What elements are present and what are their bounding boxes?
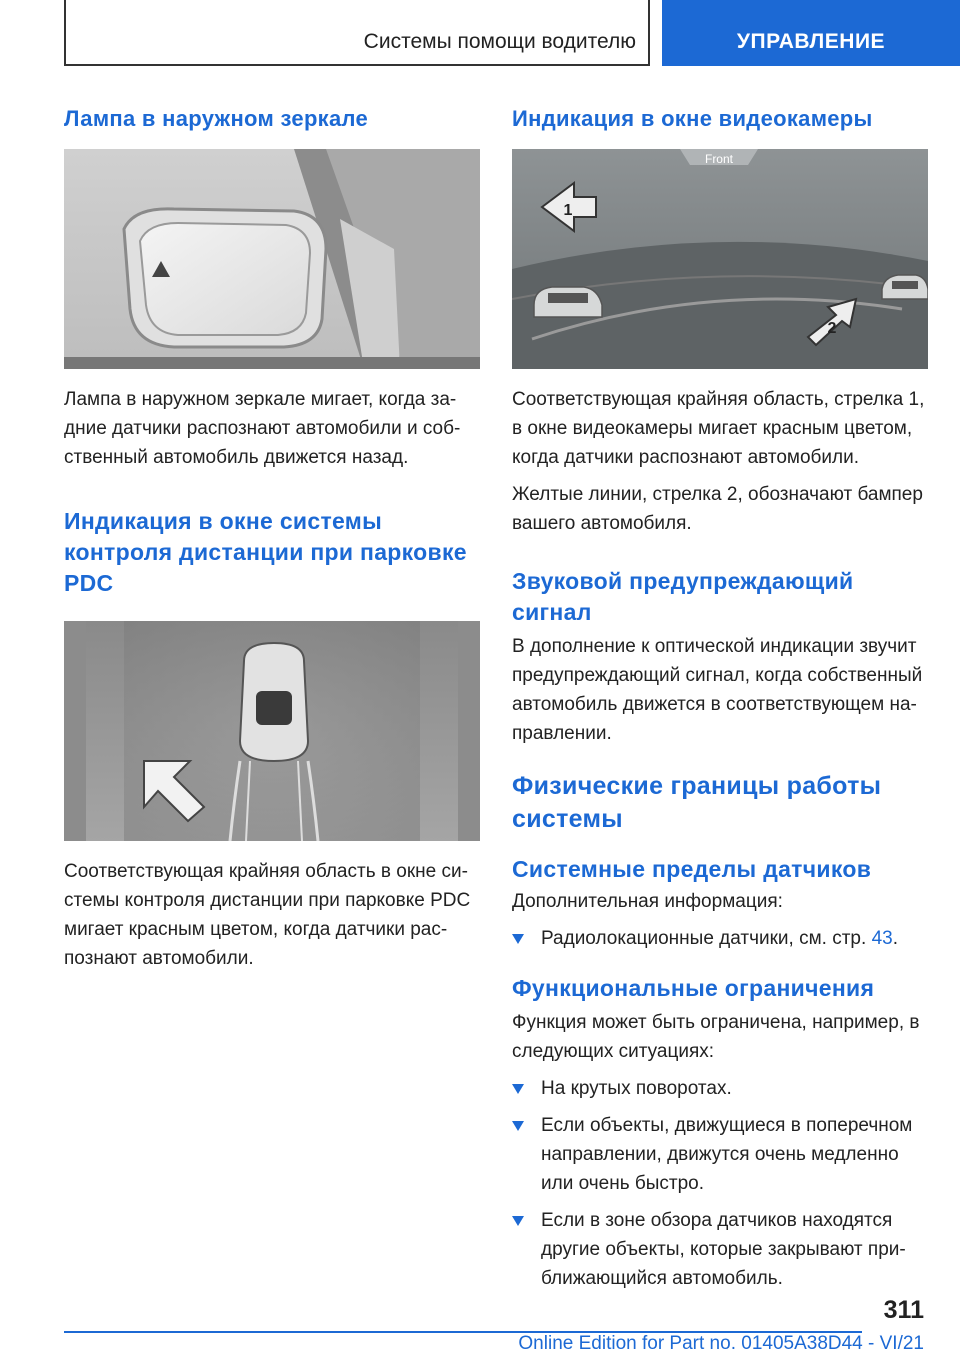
bullet-triangle-icon (512, 1084, 524, 1094)
func-list (512, 1074, 928, 1293)
para-pdc: Соответствующая крайняя область в окне си-стемы контроля дистанции при парковке PDC мигает красным цветом, когда датчики рас-познают автомобили. (64, 861, 471, 969)
camera-arrow-2-label: 2 (827, 320, 837, 337)
heading-sensors: Системные пределы датчиков (512, 856, 872, 882)
figure-mirror (64, 149, 480, 369)
camera-arrow-1-label: 1 (563, 202, 573, 219)
heading-camera: Индикация в окне видеокамеры (512, 106, 873, 131)
page-number: 311 (883, 1296, 924, 1324)
figure-camera (512, 149, 928, 369)
footer-edition: Online Edition for Part no. 01405A38D44 - VI/21 (518, 1333, 924, 1354)
para-sound: В дополнение к оптической индикации звучит предупреждающий сигнал, когда собственный автомобиль движется в соответствующем на-правлении. (512, 636, 923, 744)
heading-pdc: Индикация в окне системы контроля дистанции при парковке PDC (64, 508, 467, 596)
list-item-radar: Радиолокационные датчики, см. стр. 43. (512, 924, 928, 953)
header-section-title: Системы помощи водителю (363, 30, 636, 53)
heading-mirror-lamp: Лампа в наружном зеркале (64, 106, 369, 131)
left-column (64, 100, 480, 973)
page-header (0, 0, 960, 66)
right-column (512, 100, 928, 1293)
camera-front-label: Front (704, 152, 734, 166)
list-item: Если объекты, движущиеся в поперечном направлении, движутся очень медленно или очень быстро. (512, 1111, 928, 1198)
figure-pdc (64, 621, 480, 841)
list-item: На крутых поворотах. (512, 1074, 928, 1103)
mirror-illustration (64, 149, 480, 369)
list-item: Если в зоне обзора датчиков находятся другие объекты, которые закрывают при-ближающийся автомобиль. (512, 1206, 928, 1293)
camera-illustration (512, 149, 928, 369)
para-mirror: Лампа в наружном зеркале мигает, когда за-дние датчики распознают автомобили и соб-ственный автомобиль движется назад. (64, 389, 461, 468)
heading-limits: Физические границы работы системы (512, 772, 882, 833)
sensors-list (512, 924, 928, 953)
para-sensors: Дополнительная информация: (512, 891, 783, 912)
bullet-triangle-icon (512, 1121, 524, 1131)
approaching-car-left-icon (534, 287, 602, 317)
bullet-triangle-icon (512, 1216, 524, 1226)
pdc-illustration (64, 621, 480, 841)
para-camera-1: Соответствующая крайняя область, стрелка 1, в окне видеокамеры мигает красным цветом, когда датчики распознают автомобили. (512, 389, 925, 468)
para-func: Функция может быть ограничена, например, в следующих ситуациях: (512, 1012, 920, 1062)
para-camera-2: Желтые линии, стрелка 2, обозначают бампер вашего автомобиля. (512, 484, 923, 534)
header-chapter-tab[interactable]: УПРАВЛЕНИЕ (662, 0, 960, 66)
heading-sound: Звуковой предупреждающий сигнал (512, 568, 854, 625)
page-link-43[interactable]: 43 (871, 928, 893, 949)
approaching-car-right-icon (882, 275, 928, 299)
bullet-triangle-icon (512, 934, 524, 944)
heading-func: Функциональные ограничения (512, 975, 875, 1001)
